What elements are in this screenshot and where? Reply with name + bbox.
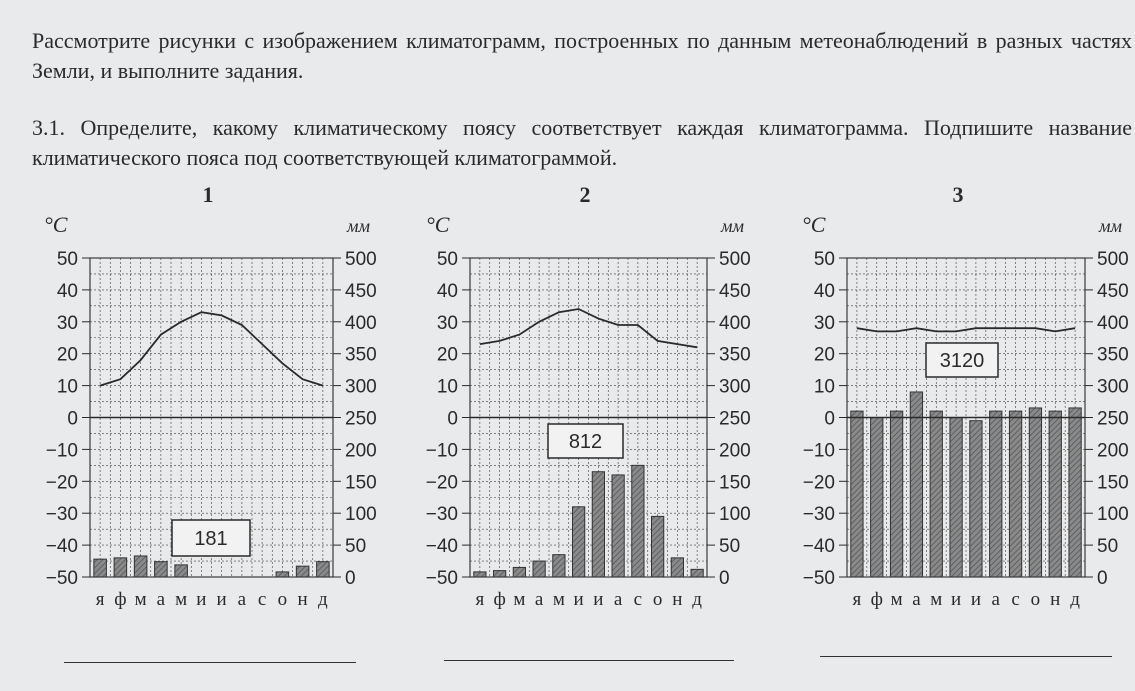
month-label: и bbox=[216, 589, 227, 610]
temp-tick-label: 20 bbox=[436, 344, 458, 366]
annual-total-value: 812 bbox=[568, 431, 603, 453]
precipitation-unit-label: мм bbox=[347, 216, 370, 236]
precip-tick-label: 200 bbox=[719, 440, 751, 462]
precip-tick-label: 0 bbox=[345, 568, 356, 589]
precip-tick-label: 300 bbox=[345, 376, 377, 398]
precip-tick-label: 350 bbox=[345, 344, 377, 366]
month-label: а bbox=[237, 589, 247, 610]
temp-tick-label: −40 bbox=[802, 536, 835, 558]
temp-tick-label: −10 bbox=[425, 440, 458, 462]
month-label: д bbox=[318, 589, 328, 610]
precip-tick-label: 250 bbox=[719, 408, 751, 430]
precipitation-bar bbox=[175, 565, 188, 577]
precip-tick-label: 0 bbox=[719, 568, 730, 589]
precipitation-bar bbox=[930, 411, 942, 577]
precipitation-bar bbox=[632, 465, 644, 577]
climatogram-3 bbox=[802, 182, 1129, 610]
precip-tick-label: 150 bbox=[1097, 472, 1129, 494]
temp-tick-label: −50 bbox=[425, 568, 458, 589]
precipitation-bar bbox=[94, 559, 107, 577]
temp-tick-label: 0 bbox=[67, 408, 78, 430]
precipitation-bar bbox=[553, 555, 565, 577]
precipitation-bar bbox=[612, 475, 624, 577]
month-label: а bbox=[534, 589, 544, 610]
temp-tick-label: −10 bbox=[45, 440, 78, 462]
precipitation-bar bbox=[494, 571, 506, 577]
temp-tick-label: −40 bbox=[45, 536, 78, 558]
precipitation-bar bbox=[950, 418, 962, 578]
precip-tick-label: 50 bbox=[345, 536, 367, 558]
precipitation-bar bbox=[1029, 408, 1041, 577]
precipitation-bar bbox=[970, 421, 982, 577]
precip-tick-label: 500 bbox=[719, 249, 751, 270]
precipitation-bar bbox=[114, 558, 127, 577]
chart-number-2: 2 bbox=[579, 182, 591, 207]
precipitation-unit-label: мм bbox=[721, 216, 744, 236]
precip-tick-label: 450 bbox=[719, 280, 751, 302]
chart-number-1: 1 bbox=[202, 182, 214, 207]
climatogram-2 bbox=[426, 182, 751, 610]
temp-tick-label: 30 bbox=[56, 312, 78, 334]
month-label: и bbox=[950, 589, 962, 610]
precipitation-bar bbox=[671, 558, 683, 577]
precip-tick-label: 400 bbox=[719, 312, 751, 334]
annual-total-value: 181 bbox=[194, 528, 228, 550]
precipitation-bar bbox=[851, 411, 863, 577]
precip-tick-label: 150 bbox=[719, 472, 751, 494]
month-label: ф bbox=[114, 589, 127, 610]
temp-tick-label: 10 bbox=[56, 376, 78, 398]
task-text: 3.1. Определите, какому климатическому поясу соответствует каждая климатограмма. Подпишите название климатического пояса под соответствующей климатограммой. bbox=[32, 115, 1132, 170]
temp-tick-label: 30 bbox=[813, 312, 835, 334]
temp-tick-label: −50 bbox=[802, 568, 835, 589]
month-label: м bbox=[134, 589, 147, 610]
month-label: д bbox=[692, 589, 702, 610]
annual-total-value: 3120 bbox=[939, 350, 985, 372]
month-label: ф bbox=[493, 589, 506, 610]
precip-tick-label: 100 bbox=[345, 504, 377, 526]
chart-number-3: 3 bbox=[952, 182, 964, 207]
precip-tick-label: 300 bbox=[719, 376, 751, 398]
precipitation-bar bbox=[990, 411, 1002, 577]
answer-line-2[interactable] bbox=[444, 660, 734, 661]
precip-tick-label: 0 bbox=[1097, 568, 1108, 589]
month-label: н bbox=[672, 589, 683, 610]
precip-tick-label: 50 bbox=[1097, 536, 1119, 558]
temp-tick-label: 10 bbox=[436, 376, 458, 398]
precipitation-bar bbox=[691, 569, 703, 577]
month-label: я bbox=[475, 589, 485, 610]
temperature-unit-label: °C bbox=[44, 212, 68, 237]
precipitation-bar bbox=[592, 472, 604, 577]
precipitation-bar bbox=[1049, 411, 1061, 577]
precipitation-bar bbox=[155, 562, 168, 577]
temp-tick-label: 20 bbox=[813, 344, 835, 366]
precipitation-bar bbox=[1069, 408, 1081, 577]
precip-tick-label: 450 bbox=[345, 280, 377, 302]
temp-tick-label: 50 bbox=[813, 249, 835, 270]
precipitation-bar bbox=[573, 507, 585, 577]
precipitation-bar bbox=[1009, 411, 1021, 577]
precipitation-bar bbox=[890, 411, 902, 577]
month-label: о bbox=[652, 589, 663, 610]
month-label: м bbox=[552, 589, 565, 610]
temp-tick-label: 20 bbox=[56, 344, 78, 366]
month-label: с bbox=[633, 589, 643, 610]
temp-tick-label: −20 bbox=[45, 472, 78, 494]
temp-tick-label: 40 bbox=[56, 280, 78, 302]
precip-tick-label: 400 bbox=[345, 312, 377, 334]
month-label: а bbox=[613, 589, 623, 610]
precip-tick-label: 500 bbox=[1097, 249, 1129, 270]
temp-tick-label: −20 bbox=[425, 472, 458, 494]
month-label: н bbox=[1050, 589, 1061, 610]
climatogram-1 bbox=[44, 182, 377, 610]
month-label: я bbox=[95, 589, 105, 610]
precipitation-bar bbox=[652, 516, 664, 577]
precip-tick-label: 400 bbox=[1097, 312, 1129, 334]
temp-tick-label: 10 bbox=[813, 376, 835, 398]
temp-tick-label: −10 bbox=[802, 440, 835, 462]
month-label: я bbox=[852, 589, 862, 610]
month-label: с bbox=[1011, 589, 1020, 610]
precipitation-bar bbox=[533, 561, 545, 577]
precip-tick-label: 200 bbox=[345, 440, 377, 462]
month-label: и bbox=[593, 589, 604, 610]
month-label: д bbox=[1070, 589, 1080, 610]
answer-line-3[interactable] bbox=[820, 656, 1112, 657]
precipitation-bar bbox=[910, 392, 922, 577]
precipitation-bar bbox=[474, 572, 486, 577]
month-label: а bbox=[156, 589, 166, 610]
temp-tick-label: −50 bbox=[45, 568, 78, 589]
temperature-unit-label: °C bbox=[802, 212, 826, 237]
precip-tick-label: 300 bbox=[1097, 376, 1129, 398]
precip-tick-label: 350 bbox=[719, 344, 751, 366]
temp-tick-label: 0 bbox=[824, 408, 835, 430]
month-label: а bbox=[912, 589, 921, 610]
month-label: н bbox=[297, 589, 308, 610]
precipitation-unit-label: мм bbox=[1099, 216, 1122, 236]
precipitation-bar bbox=[317, 562, 330, 577]
precip-tick-label: 350 bbox=[1097, 344, 1129, 366]
precip-tick-label: 100 bbox=[1097, 504, 1129, 526]
intro-text: Рассмотрите рисунки с изображением климатограмм, построенных по данным метеонаблюдений в разных частях Земли, и выполните задания. bbox=[32, 28, 1132, 83]
month-label: м bbox=[175, 589, 188, 610]
precip-tick-label: 50 bbox=[719, 536, 741, 558]
month-label: и bbox=[573, 589, 584, 610]
precip-tick-label: 150 bbox=[345, 472, 377, 494]
temp-tick-label: 50 bbox=[56, 249, 78, 270]
month-label: м bbox=[930, 589, 943, 610]
month-label: м bbox=[513, 589, 526, 610]
temp-tick-label: 40 bbox=[813, 280, 835, 302]
temp-tick-label: 30 bbox=[436, 312, 458, 334]
month-label: и bbox=[196, 589, 207, 610]
temp-tick-label: −20 bbox=[802, 472, 835, 494]
temp-tick-label: −40 bbox=[425, 536, 458, 558]
precipitation-bar bbox=[513, 567, 525, 577]
temperature-line bbox=[480, 309, 697, 347]
precip-tick-label: 200 bbox=[1097, 440, 1129, 462]
temp-tick-label: 50 bbox=[436, 249, 458, 270]
precip-tick-label: 100 bbox=[719, 504, 751, 526]
month-label: м bbox=[890, 589, 903, 610]
precipitation-bar bbox=[296, 566, 309, 577]
precip-tick-label: 250 bbox=[1097, 408, 1129, 430]
temperature-unit-label: °C bbox=[426, 212, 450, 237]
precip-tick-label: 450 bbox=[1097, 280, 1129, 302]
temp-tick-label: −30 bbox=[45, 504, 78, 526]
temp-tick-label: 40 bbox=[436, 280, 458, 302]
answer-line-1[interactable] bbox=[64, 662, 356, 663]
precip-tick-label: 250 bbox=[345, 408, 377, 430]
precip-tick-label: 500 bbox=[345, 249, 377, 270]
month-label: с bbox=[257, 589, 267, 610]
temp-tick-label: −30 bbox=[802, 504, 835, 526]
month-label: ф bbox=[870, 589, 883, 610]
precipitation-bar bbox=[871, 418, 883, 578]
precipitation-bar bbox=[134, 556, 147, 577]
month-label: а bbox=[991, 589, 1000, 610]
temp-tick-label: 0 bbox=[447, 408, 458, 430]
precipitation-bar bbox=[276, 572, 289, 577]
month-label: о bbox=[277, 589, 288, 610]
month-label: и bbox=[970, 589, 982, 610]
temp-tick-label: −30 bbox=[425, 504, 458, 526]
month-label: о bbox=[1030, 589, 1041, 610]
